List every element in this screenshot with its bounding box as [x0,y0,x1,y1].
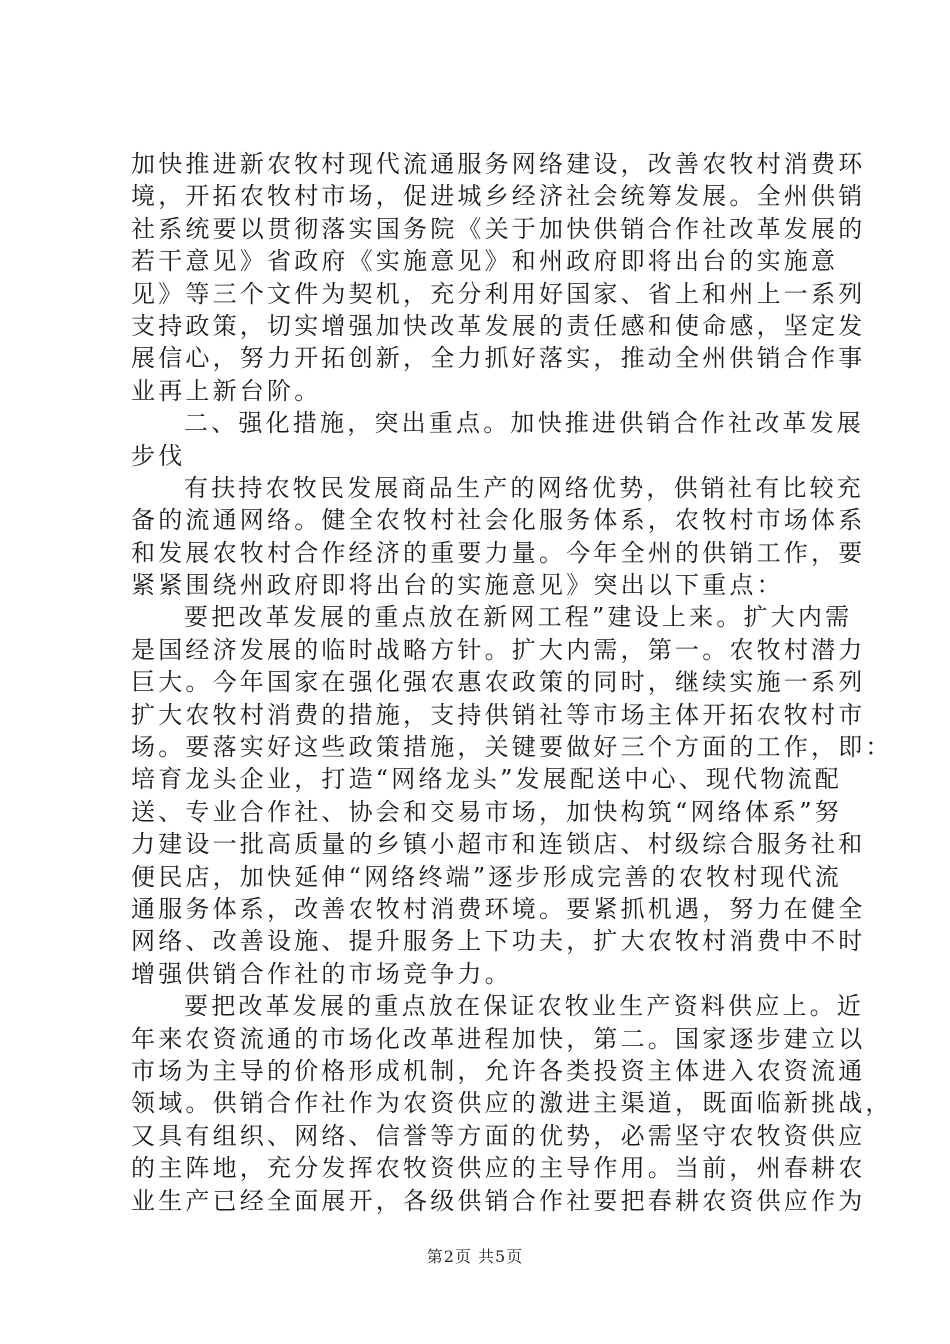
text-line: 要把改革发展的重点放在新网工程”建设上来。扩大内需 [184,603,853,632]
text-line: 是国经济发展的临时战略方针。扩大内需，第一。农牧村潜力 [131,635,866,664]
text-line: 力建设一批高质量的乡镇小超市和连锁店、村级综合服务社和 [131,830,866,859]
text-line: 有扶持农牧民发展商品生产的网络优势，供销社有比较充 [184,473,864,502]
text-line: 又具有组织、网络、信誉等方面的优势，必需坚守农牧资供应 [131,1121,866,1150]
text-line: 巨大。今年国家在强化强农惠农政策的同时，继续实施一系列 [131,668,866,697]
text-line: 支持政策，切实增强加快改革发展的责任感和使命感，坚定发 [131,311,866,340]
text-line: 要把改革发展的重点放在保证农牧业生产资料供应上。近 [184,992,864,1021]
text-line: 年来农资流通的市场化改革进程加快，第二。国家逐步建立以 [131,1024,866,1053]
text-line: 通服务体系，改善农牧村消费环境。要紧抓机遇，努力在健全 [131,894,866,923]
text-line: 业生产已经全面展开，各级供销合作社要把春耕农资供应作为 [131,1186,866,1215]
text-line: 和发展农牧村合作经济的重要力量。今年全州的供销工作，要 [131,538,866,567]
text-line: 便民店，加快延伸“网络终端”逐步形成完善的农牧村现代流 [131,862,842,891]
text-line: 境，开拓农牧村市场，促进城乡经济社会统筹发展。全州供销 [131,182,866,211]
page-number: 第2页 共5页 [426,1247,524,1266]
text-line: 若干意见》省政府《实施意见》和州政府即将出台的实施意 [131,247,839,276]
text-line: 社系统要以贯彻落实国务院《关于加快供销合作社改革发展的 [131,214,866,243]
text-line: 展信心，努力开拓创新，全力抓好落实，推动全州供销合作事 [131,344,866,373]
document-body [131,148,893,1217]
text-line: 增强供销合作社的市场竞争力。 [131,959,512,988]
text-line: 紧紧围绕州政府即将出台的实施意见》突出以下重点： [131,571,784,600]
text-line: 送、专业合作社、协会和交易市场，加快构筑“网络体系”努 [131,797,842,826]
text-line: 场。要落实好这些政策措施，关键要做好三个方面的工作，即： [131,733,893,762]
text-line: 的主阵地，充分发挥农牧资供应的主导作用。当前，州春耕农 [131,1154,866,1183]
text-line: 市场为主导的价格形成机制，允许各类投资主体进入农资流通 [131,1056,866,1085]
text-line: 见》等三个文件为契机，充分利用好国家、省上和州上一系列 [131,279,866,308]
text-line: 备的流通网络。健全农牧村社会化服务体系，农牧村市场体系 [131,506,866,535]
text-line: 业再上新台阶。 [131,376,322,405]
text-line: 加快推进新农牧村现代流通服务网络建设，改善农牧村消费环 [131,150,866,178]
section-heading-line: 二、强化措施，突出重点。加快推进供销合作社改革发展 [184,409,864,438]
text-line: 培育龙头企业，打造“网络龙头”发展配送中心、现代物流配 [131,765,842,794]
text-line: 领域。供销合作社作为农资供应的激进主渠道，既面临新挑战， [131,1089,893,1118]
section-heading-line: 步伐 [131,441,186,470]
text-line: 扩大农牧村消费的措施，支持供销社等市场主体开拓农牧村市 [131,700,866,729]
text-line: 网络、改善设施、提升服务上下功夫，扩大农牧村消费中不时 [131,927,866,956]
